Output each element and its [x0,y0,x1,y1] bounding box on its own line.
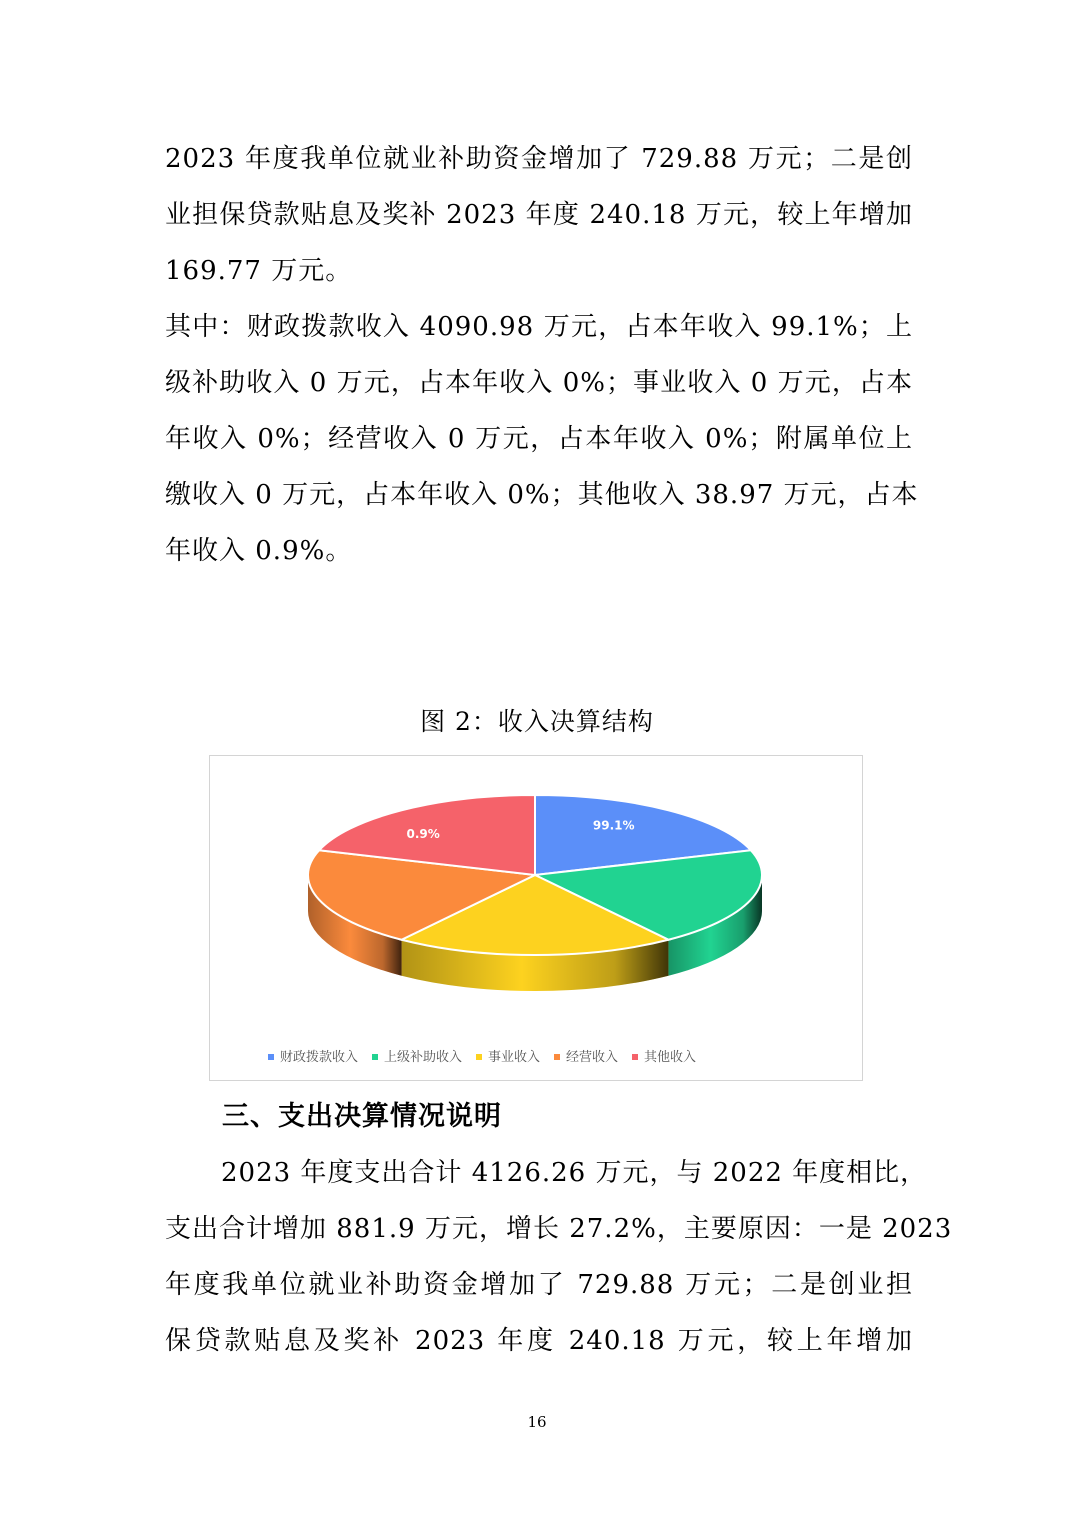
text-line: 级补助收入 0 万元，占本年收入 0%；事业收入 0 万元，占本 [165,368,913,398]
text-line: 其中：财政拨款收入 4090.98 万元，占本年收入 99.1%；上 [165,312,913,342]
legend-marker-2 [372,1054,378,1060]
text-line: 年收入 0.9%。 [165,536,353,566]
legend-marker-5 [632,1054,638,1060]
paragraph-expense [165,1145,953,1369]
text-line: 年度我单位就业补助资金增加了 729.88 万元；二是创业担 [165,1270,913,1300]
legend-marker-1 [268,1054,274,1060]
text-line: 2023 年度我单位就业补助资金增加了 729.88 万元；二是创 [165,144,913,174]
pie-chart-frame [209,755,863,1081]
text-line: 缴收入 0 万元，占本年收入 0%；其他收入 38.97 万元，占本 [165,480,919,510]
paragraph-income [165,299,919,579]
legend-label-2: 上级补助收入 [384,1050,463,1065]
text-line: 169.77 万元。 [165,256,353,286]
legend-label-5: 其他收入 [644,1050,697,1065]
legend-marker-3 [476,1054,482,1060]
pie-slices [308,795,762,955]
chart-legend [268,1049,696,1065]
text-line: 保贷款贴息及奖补 2023 年度 240.18 万元，较上年增加 [165,1326,913,1356]
legend-label-1: 财政拨款收入 [280,1050,359,1065]
pie-data-label-1: 99.1% [592,818,635,833]
legend-label-3: 事业收入 [488,1050,541,1065]
text-line: 业担保贷款贴息及奖补 2023 年度 240.18 万元，较上年增加 [165,200,913,230]
section-heading: 三、支出决算情况说明 [222,1101,502,1132]
legend-marker-4 [554,1054,560,1060]
paragraph-top [165,131,913,299]
text-line: 支出合计增加 881.9 万元，增长 27.2%，主要原因：一是 2023 [165,1214,953,1244]
text-line: 2023 年度支出合计 4126.26 万元，与 2022 年度相比， [221,1158,928,1188]
page-number: 16 [527,1413,547,1431]
legend-label-4: 经营收入 [566,1050,619,1065]
text-line: 年收入 0%；经营收入 0 万元，占本年收入 0%；附属单位上 [165,424,913,454]
pie-data-label-5: 0.9% [406,827,440,842]
figure-caption: 图 2：收入决算结构 [420,707,654,736]
pie-chart [210,756,862,1080]
